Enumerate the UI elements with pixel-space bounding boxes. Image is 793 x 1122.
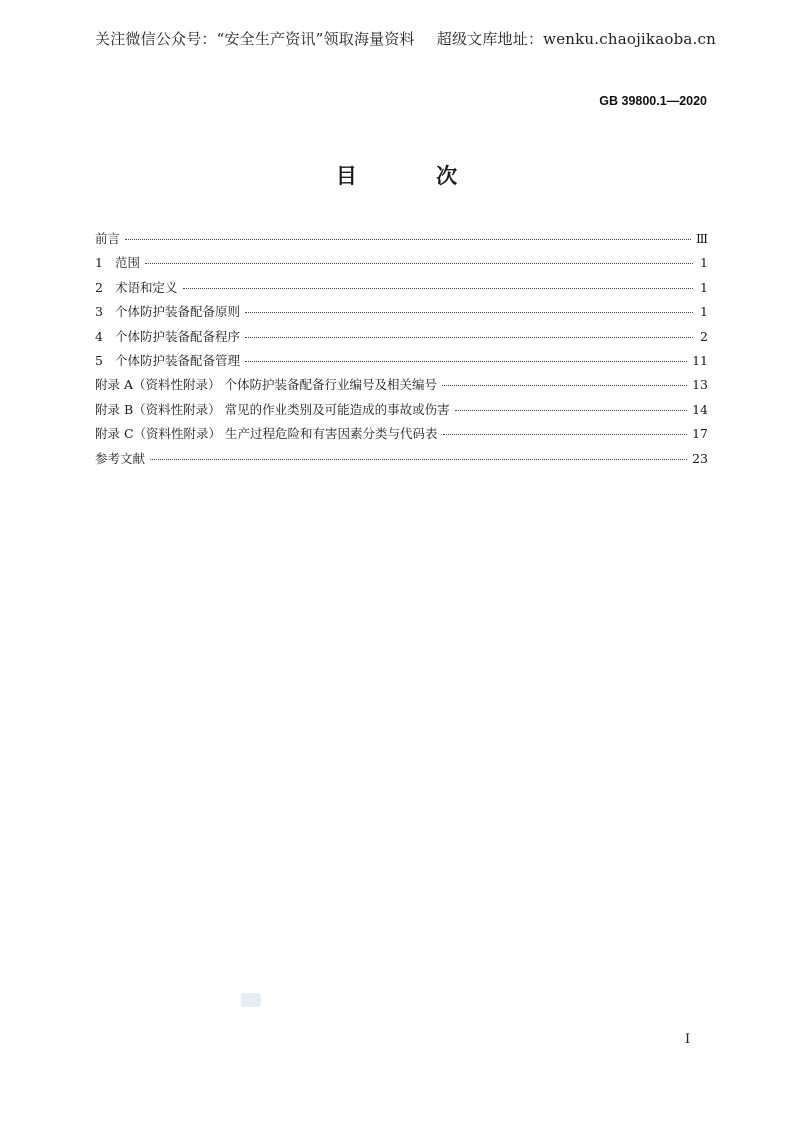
toc-entry[interactable] bbox=[95, 302, 708, 326]
toc-entry-label: 个体防护装备配备管理 bbox=[115, 352, 241, 368]
toc-leader-dots bbox=[455, 410, 687, 411]
toc-title: 目 次 bbox=[335, 164, 494, 188]
page-number: I bbox=[685, 1032, 691, 1047]
toc-entry[interactable] bbox=[95, 449, 708, 473]
toc-leader-dots bbox=[245, 312, 693, 313]
toc-entry-number: 1 bbox=[95, 255, 103, 271]
toc-entry-page: 1 bbox=[700, 255, 708, 271]
toc-entry[interactable] bbox=[95, 375, 708, 399]
toc-leader-dots bbox=[245, 337, 693, 338]
toc-leader-dots bbox=[443, 434, 688, 435]
toc-leader-dots bbox=[442, 385, 687, 386]
toc-entry-label: 术语和定义 bbox=[115, 279, 178, 295]
site-address-text[interactable]: 超级文库地址：wenku.chaojikaoba.cn bbox=[436, 30, 716, 48]
table-of-contents bbox=[95, 229, 708, 473]
toc-entry[interactable] bbox=[95, 351, 708, 375]
toc-entry[interactable] bbox=[95, 424, 708, 448]
publisher-logo-icon bbox=[241, 993, 261, 1007]
toc-entry-page: Ⅲ bbox=[695, 231, 708, 246]
toc-entry-number: 3 bbox=[95, 304, 103, 320]
toc-entry-page: 14 bbox=[692, 401, 708, 417]
toc-entry[interactable] bbox=[95, 400, 708, 424]
toc-entry-label: 范围 bbox=[115, 255, 141, 271]
toc-entry-label: 附录 B（资料性附录） 常见的作业类别及可能造成的事故或伤害 bbox=[95, 401, 450, 417]
toc-entry-number: 2 bbox=[95, 279, 103, 295]
toc-entry-label: 附录 A（资料性附录） 个体防护装备配备行业编号及相关编号 bbox=[95, 377, 437, 393]
toc-entry-label: 个体防护装备配备程序 bbox=[115, 328, 241, 344]
toc-entry[interactable] bbox=[95, 253, 708, 277]
toc-entry-label: 个体防护装备配备原则 bbox=[115, 304, 241, 320]
toc-entry-page: 1 bbox=[700, 279, 708, 295]
toc-entry-page: 17 bbox=[692, 426, 708, 442]
promo-text: 关注微信公众号：“安全生产资讯”领取海量资料 bbox=[95, 30, 415, 48]
toc-leader-dots bbox=[125, 239, 691, 240]
toc-entry-label: 前言 bbox=[95, 231, 121, 246]
standard-code: GB 39800.1—2020 bbox=[599, 94, 707, 108]
toc-entry-page: 1 bbox=[700, 304, 708, 320]
promo-banner bbox=[95, 28, 755, 49]
toc-entry-page: 23 bbox=[692, 450, 708, 466]
toc-entry-page: 2 bbox=[700, 328, 708, 344]
toc-leader-dots bbox=[150, 459, 687, 460]
toc-entry-number: 5 bbox=[95, 352, 103, 368]
toc-leader-dots bbox=[245, 361, 687, 362]
toc-leader-dots bbox=[183, 288, 693, 289]
toc-entry[interactable] bbox=[95, 229, 708, 253]
toc-entry-label: 附录 C（资料性附录） 生产过程危险和有害因素分类与代码表 bbox=[95, 426, 438, 442]
toc-entry-page: 11 bbox=[692, 352, 708, 368]
toc-entry[interactable] bbox=[95, 327, 708, 351]
toc-entry[interactable] bbox=[95, 278, 708, 302]
toc-entry-label: 参考文献 bbox=[95, 450, 146, 466]
toc-leader-dots bbox=[145, 263, 693, 264]
toc-entry-number: 4 bbox=[95, 328, 103, 344]
toc-entry-page: 13 bbox=[692, 377, 708, 393]
